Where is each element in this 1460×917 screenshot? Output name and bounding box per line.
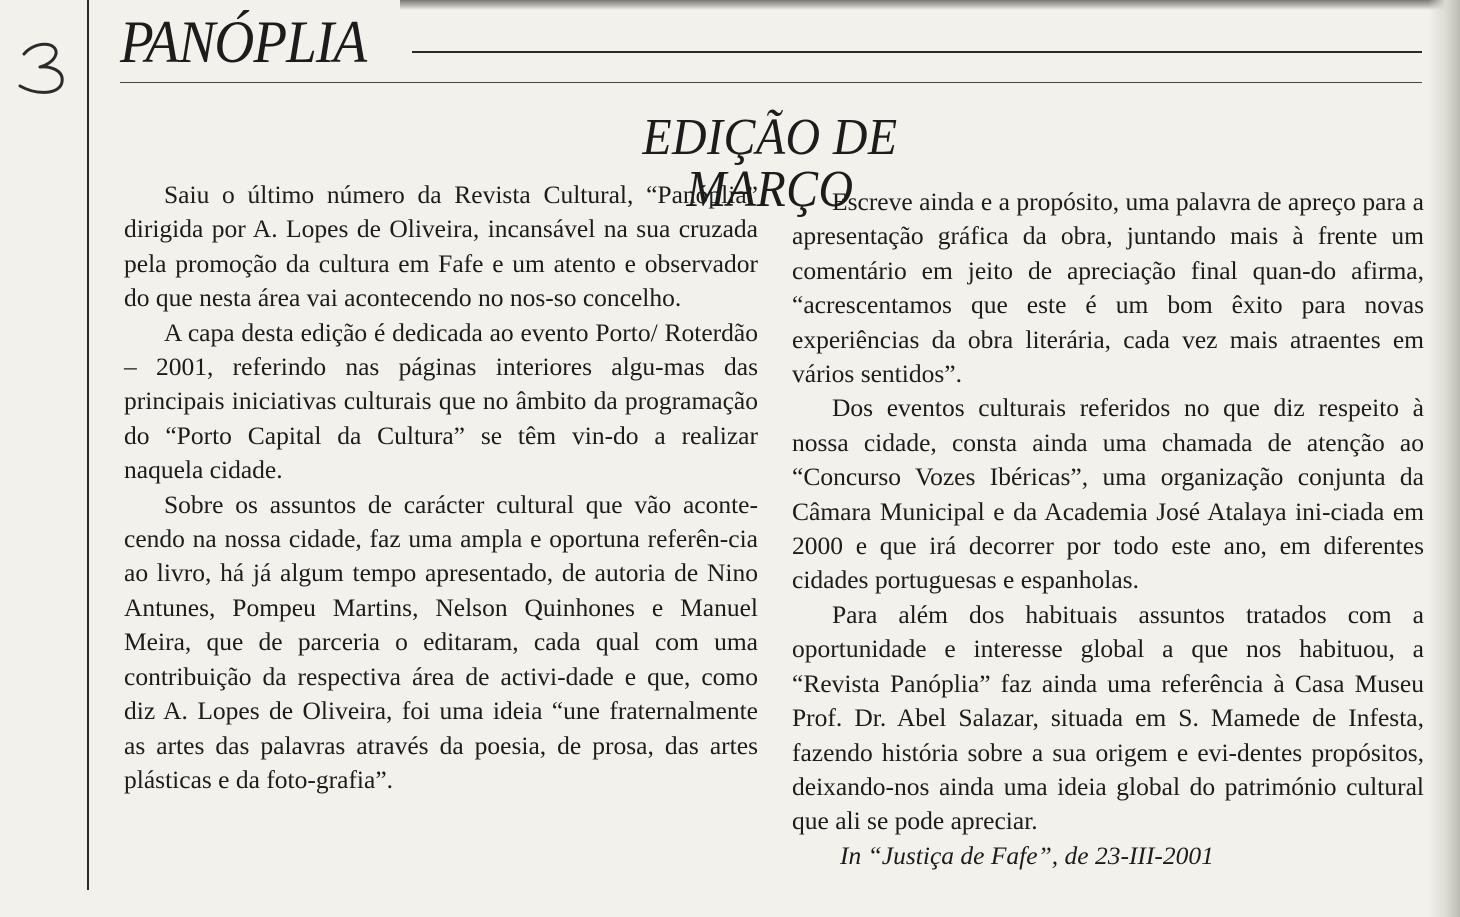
header-divider: [120, 82, 1422, 83]
handwritten-page-number: [14, 36, 76, 98]
scan-shadow-right: [1428, 0, 1460, 917]
paragraph: Para além dos habituais assuntos tratados com a oportunidade e interesse global a que nos habituou, a “Revista Panóplia” faz ainda uma referência à Casa Museu Prof. Dr. Abel Salazar, situada em S. Mamede de Infesta, fazendo história sobre a sua origem e evi-dentes propósitos, deixando-nos ainda uma ideia global do património cultural que ali se pode apreciar.: [792, 599, 1424, 836]
article-column-left: [124, 178, 758, 797]
paragraph: Escreve ainda e a propósito, uma palavra de apreço para a apresentação gráfica da obra, juntando mais à frente um comentário em jeito de apreciação final quan-do afirma, “acrescentamos que este é um bom êxito para novas experiências da obra literária, cada vez mais atraentes em vários sentidos”.: [792, 187, 1424, 389]
article-column-right: [792, 185, 1424, 873]
margin-rule: [87, 0, 89, 890]
paragraph: Saiu o último número da Revista Cultural, “Panóplia” dirigida por A. Lopes de Oliveira, incansável na sua cruzada pela promoção da cultura em Fafe e um atento e observador do que nesta área vai acontecendo no nos-so concelho.: [124, 180, 758, 313]
article-headline: EDIÇÃO DE MARÇO: [642, 109, 898, 218]
scan-shadow-top: [400, 0, 1460, 10]
masthead-rule: [412, 51, 1422, 53]
paragraph: Dos eventos culturais referidos no que diz respeito à nossa cidade, consta ainda uma chamada de atenção ao “Concurso Vozes Ibéricas”, uma organização conjunta da Câmara Municipal e da Academia José Atalaya ini-ciada em 2000 e que irá decorrer por todo este ano, em diferentes cidades portuguesas e espanholas.: [792, 393, 1424, 595]
paragraph: Sobre os assuntos de carácter cultural que vão aconte-cendo na nossa cidade, faz uma ampla e oportuna referên-cia ao livro, há já algum tempo apresentado, de autoria de Nino Antunes, Pompeu Martins, Nelson Quinhones e Manuel Meira, que de parceria o editaram, cada qual com uma contribuição da respectiva área de activi-dade e que, como diz A. Lopes de Oliveira, foi uma ideia “une fraternalmente as artes das palavras através da poesia, de prosa, das artes plásticas e da foto-grafia”.: [124, 489, 758, 794]
paragraph: A capa desta edição é dedicada ao evento Porto/ Roterdão – 2001, referindo nas páginas interiores algu-mas das principais iniciativas culturais que no âmbito da programação do “Porto Capital da Cultura” se têm vin-do a realizar naquela cidade.: [124, 317, 758, 485]
masthead-title: PANÓPLIA: [120, 9, 367, 75]
source-citation: In “Justiça de Fafe”, de 23-III-2001: [840, 840, 1214, 870]
